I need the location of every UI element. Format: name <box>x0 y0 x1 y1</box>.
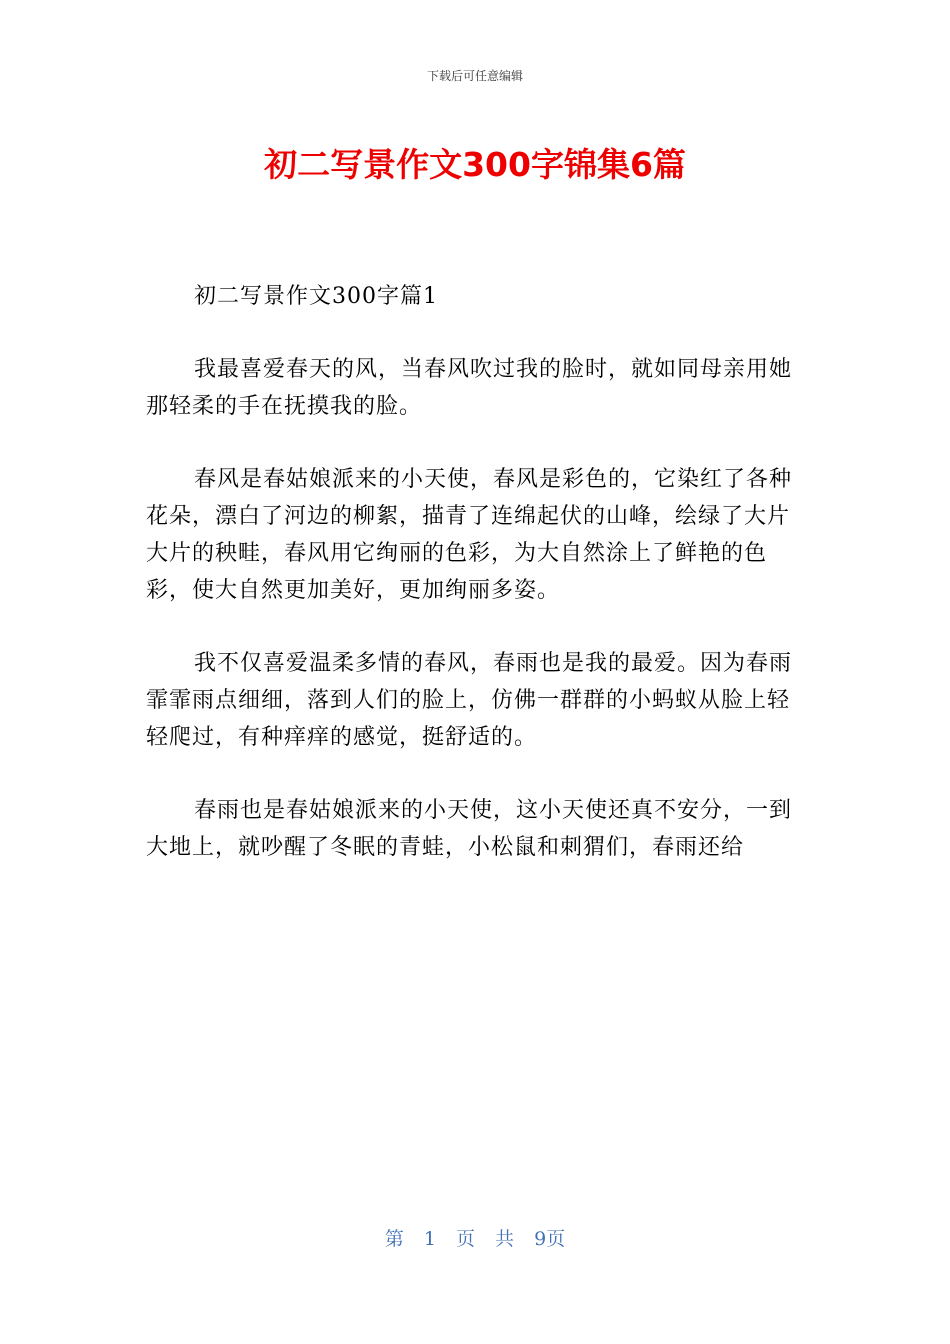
header-note: 下载后可任意编辑 <box>426 69 523 83</box>
body-paragraph: 我不仅喜爱温柔多情的春风，春雨也是我的最爱。因为春雨霏霏雨点细细，落到人们的脸上，仿佛一群群的小蚂蚁从脸上轻轻爬过，有种痒痒的感觉，挺舒适的。 <box>146 651 793 750</box>
document-body <box>146 278 792 902</box>
essay-heading: 初二写景作文300字篇1 <box>194 284 438 309</box>
document-title: 初二写景作文300字锦集6篇 <box>264 145 686 184</box>
body-paragraph: 春雨也是春姑娘派来的小天使，这小天使还真不安分，一到大地上，就吵醒了冬眠的青蛙，小松鼠和刺猬们，春雨还给 <box>146 798 793 860</box>
body-paragraph: 春风是春姑娘派来的小天使，春风是彩色的，它染红了各种花朵，漂白了河边的柳絮，描青了连绵起伏的山峰，绘绿了大片大片的秧畦，春风用它绚丽的色彩，为大自然涂上了鲜艳的色彩，使大自然更加美好，更加绚丽多姿。 <box>146 467 793 603</box>
page-footer <box>0 1226 950 1252</box>
footer-current-page: 1 <box>423 1228 436 1250</box>
body-paragraph: 我最喜爱春天的风，当春风吹过我的脸时，就如同母亲用她那轻柔的手在抚摸我的脸。 <box>146 357 793 419</box>
footer-label-total: 共 <box>495 1228 515 1250</box>
footer-label-of: 页 <box>455 1228 475 1250</box>
footer-label-page: 第 <box>384 1228 404 1250</box>
footer-total-pages: 9页 <box>534 1228 566 1250</box>
